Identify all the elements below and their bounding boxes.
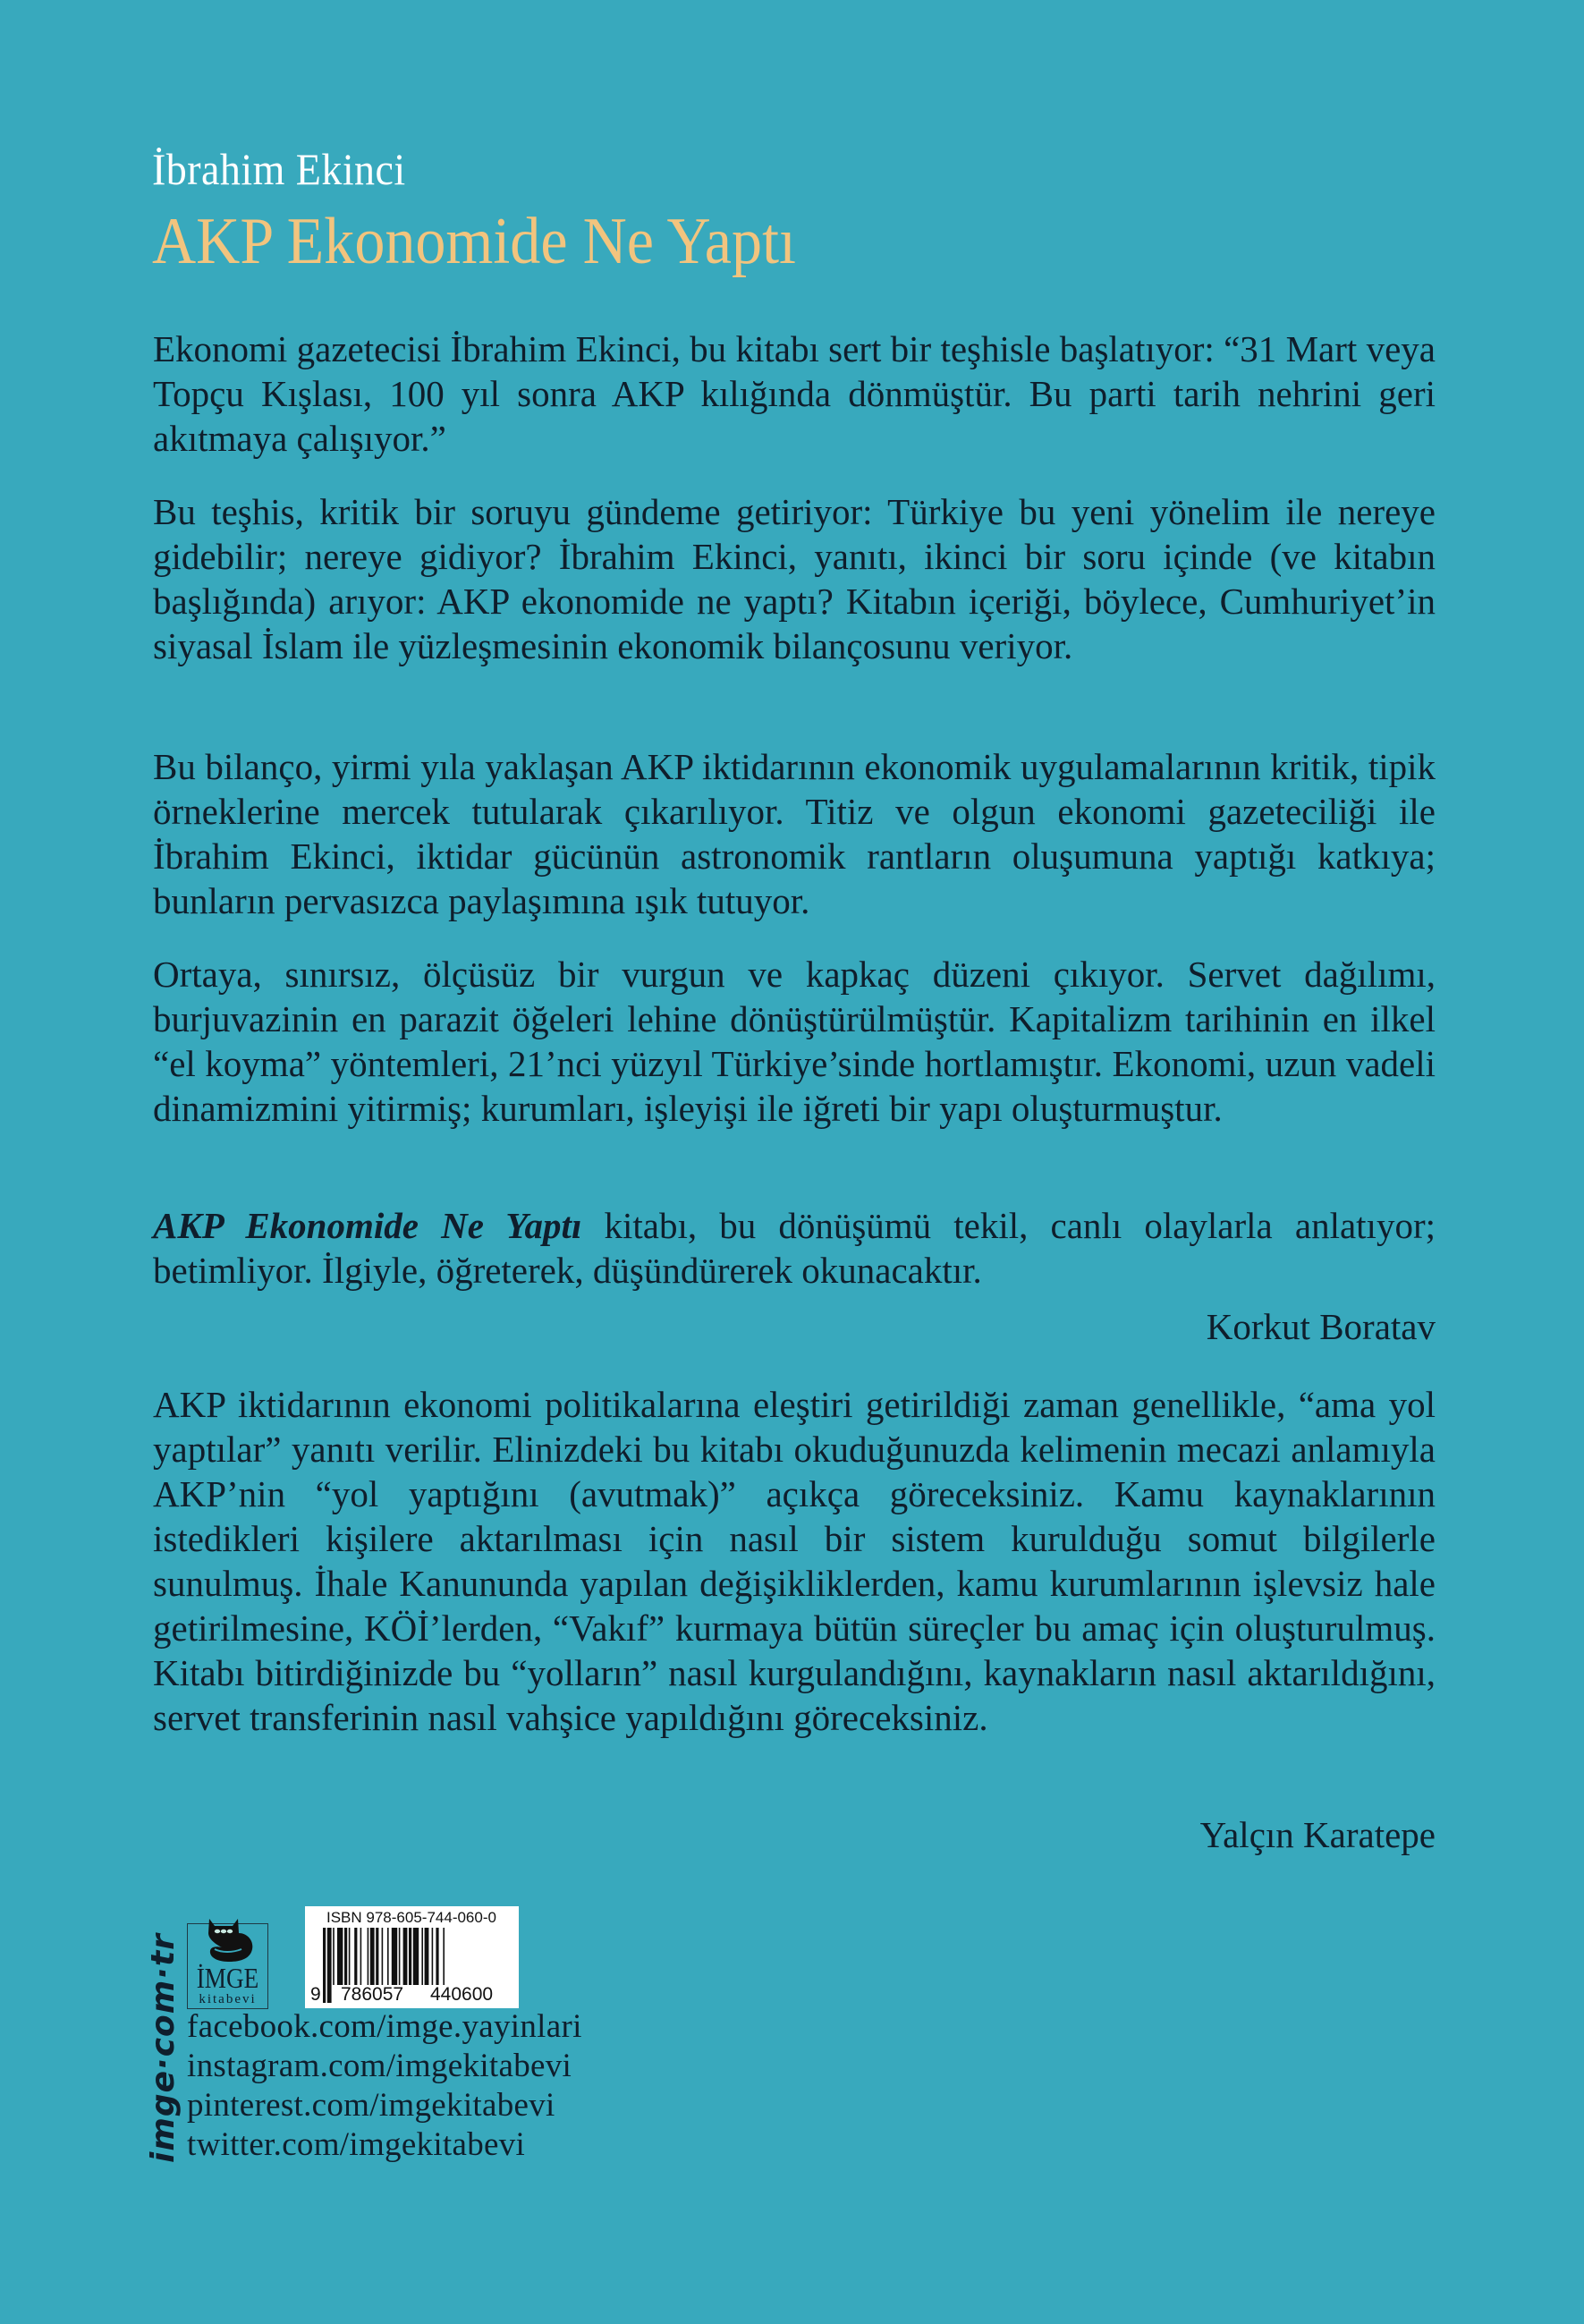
barcode-bar (413, 1928, 419, 1985)
blurb-paragraph-2: Bu teşhis, kritik bir soruyu gündeme getiriyor: Türkiye bu yeni yönelim ile nereye gidebilir; nereye gidiyor? İbrahim Ekinci, yanıtı, ikinci bir soru içinde (ve kitabın başlığında) arıyor: AKP ekonomide ne yaptı? Kitabın içeriği, böylece, Cumhuriyet’in siyasal İslam ile yüzleşmesinin ekonomik bilançosunu veriyor. (153, 491, 1436, 666)
barcode-bar (337, 1928, 343, 1985)
pinterest-link[interactable]: pinterest.com/imgekitabevi (187, 2087, 555, 2124)
facebook-link[interactable]: facebook.com/imge.yayinlari (187, 2008, 582, 2045)
publisher-logo (187, 1923, 268, 2009)
blurb-paragraph-3: Bu bilanço, yirmi yıla yaklaşan AKP iktidarının ekonomik uygulamalarının kritik, tipik örneklerine mercek tutularak çıkarılıyor. Titiz ve olgun ekonomi gazeteciliği ile İbrahim Ekinci, iktidar gücünün astronomik rantların oluşumuna yaptığı katkıya; bunların pervasızca paylaşımına ışık tutuyor. (153, 746, 1436, 921)
signature-yalcin-karatepe: Yalçın Karatepe (1199, 1814, 1436, 1855)
barcode-bar (354, 1928, 357, 1985)
barcode-bar (323, 1928, 326, 2003)
barcode-bar (399, 1928, 401, 1985)
barcode-bar (425, 1928, 429, 1985)
blurb-paragraph-5 (153, 1203, 1436, 1293)
barcode-bar (376, 1928, 378, 1985)
barcode-bar (368, 1928, 369, 1985)
logo-subtitle: kitabevi (199, 1992, 257, 2006)
barcode-bar (360, 1928, 362, 1985)
barcode-bar (436, 1928, 438, 1985)
barcode-bar (432, 1928, 434, 1985)
publisher-website[interactable]: imge·com·tr (145, 1933, 182, 2163)
instagram-link[interactable]: instagram.com/imgekitabevi (187, 2048, 572, 2084)
barcode-bar (421, 1928, 423, 1985)
book-title-emphasis: AKP Ekonomide Ne Yaptı (153, 1205, 582, 1246)
signature-korkut-boratav: Korkut Boratav (1206, 1306, 1436, 1347)
blurb-paragraph-5-text: kitabı, bu dönüşümü tekil, canlı olaylarla anlatıyor; betimliyor. İlgiyle, öğreterek, düşündürerek okunacaktır. (153, 1205, 1436, 1291)
barcode-bar (349, 1928, 351, 1985)
book-title: AKP Ekonomide Ne Yaptı (152, 205, 796, 278)
barcode-digits-right: 440600 (430, 1984, 494, 2005)
barcode-bar (409, 1928, 411, 1985)
twitter-link[interactable]: twitter.com/imgekitabevi (187, 2126, 526, 2163)
blurb-paragraph-1: Ekonomi gazetecisi İbrahim Ekinci, bu kitabı sert bir teşhisle başlatıyor: “31 Mart veya Topçu Kışlası, 100 yıl sonra AKP kılığında dönmüştür. Bu parti tarih nehrini geri akıtmaya çalışıyor.” (153, 328, 1436, 459)
isbn-label: ISBN 978-605-744-060-0 (326, 1909, 496, 1926)
author-name: İbrahim Ekinci (152, 144, 406, 194)
logo-name: İMGE (196, 1962, 259, 1994)
blurb-paragraph-4: Ortaya, sınırsız, ölçüsüz bir vurgun ve kapkaç düzeni çıkıyor. Servet dağılımı, burjuvazinin en parazit öğeleri lehine dönüştürülmüştür. Kapitalizm tarihinin en ilkel “el koyma” yöntemleri, 21’nci yüzyıl Türkiye’sinde hortlamıştır. Ekonomi, uzun vadeli dinamizmini yitirmiş; kurumları, işleyişi ile iğreti bir yapı oluşturmuştur. (153, 954, 1436, 1129)
isbn-barcode (305, 1906, 519, 2008)
barcode-bar (333, 1928, 335, 1985)
barcode-bar (327, 1928, 332, 2003)
barcode-digits-left: 786057 (341, 1984, 404, 2005)
barcode-bar (392, 1928, 397, 1985)
barcode-bar (344, 1928, 347, 1985)
cat-icon (202, 1913, 256, 1965)
barcode-bar (403, 1928, 408, 1985)
blurb-paragraph-6: AKP iktidarının ekonomi politikalarına eleştiri getirildiği zaman genellikle, “ama yol yaptılar” yanıtı verilir. Elinizdeki bu kitabı okuduğunuzda kelimenin mecazi anlamıyla AKP’nin “yol yaptığını (avutmak)” açıkça göreceksiniz. Kamu kaynaklarının istedikleri kişilere aktarılması için nasıl bir sistem kurulduğu somut bilgilerle sunulmuş. İhale Kanununda yapılan değişikliklerden, kamu kurumlarının işlevsiz hale getirilmesine, KÖİ’lerden, “Vakıf” kurmaya bütün süreçler bu amaç için oluşturulmuş. Kitabı bitirdiğinizde bu “yolların” nasıl kurgulandığını, kaynakların nasıl aktarıldığını, servet transferinin nasıl vahşice yapıldığını göreceksiniz. (153, 1384, 1436, 1738)
barcode-digit-first: 9 (310, 1984, 321, 2005)
barcode-bar (370, 1928, 375, 1985)
social-links (187, 2007, 582, 2165)
